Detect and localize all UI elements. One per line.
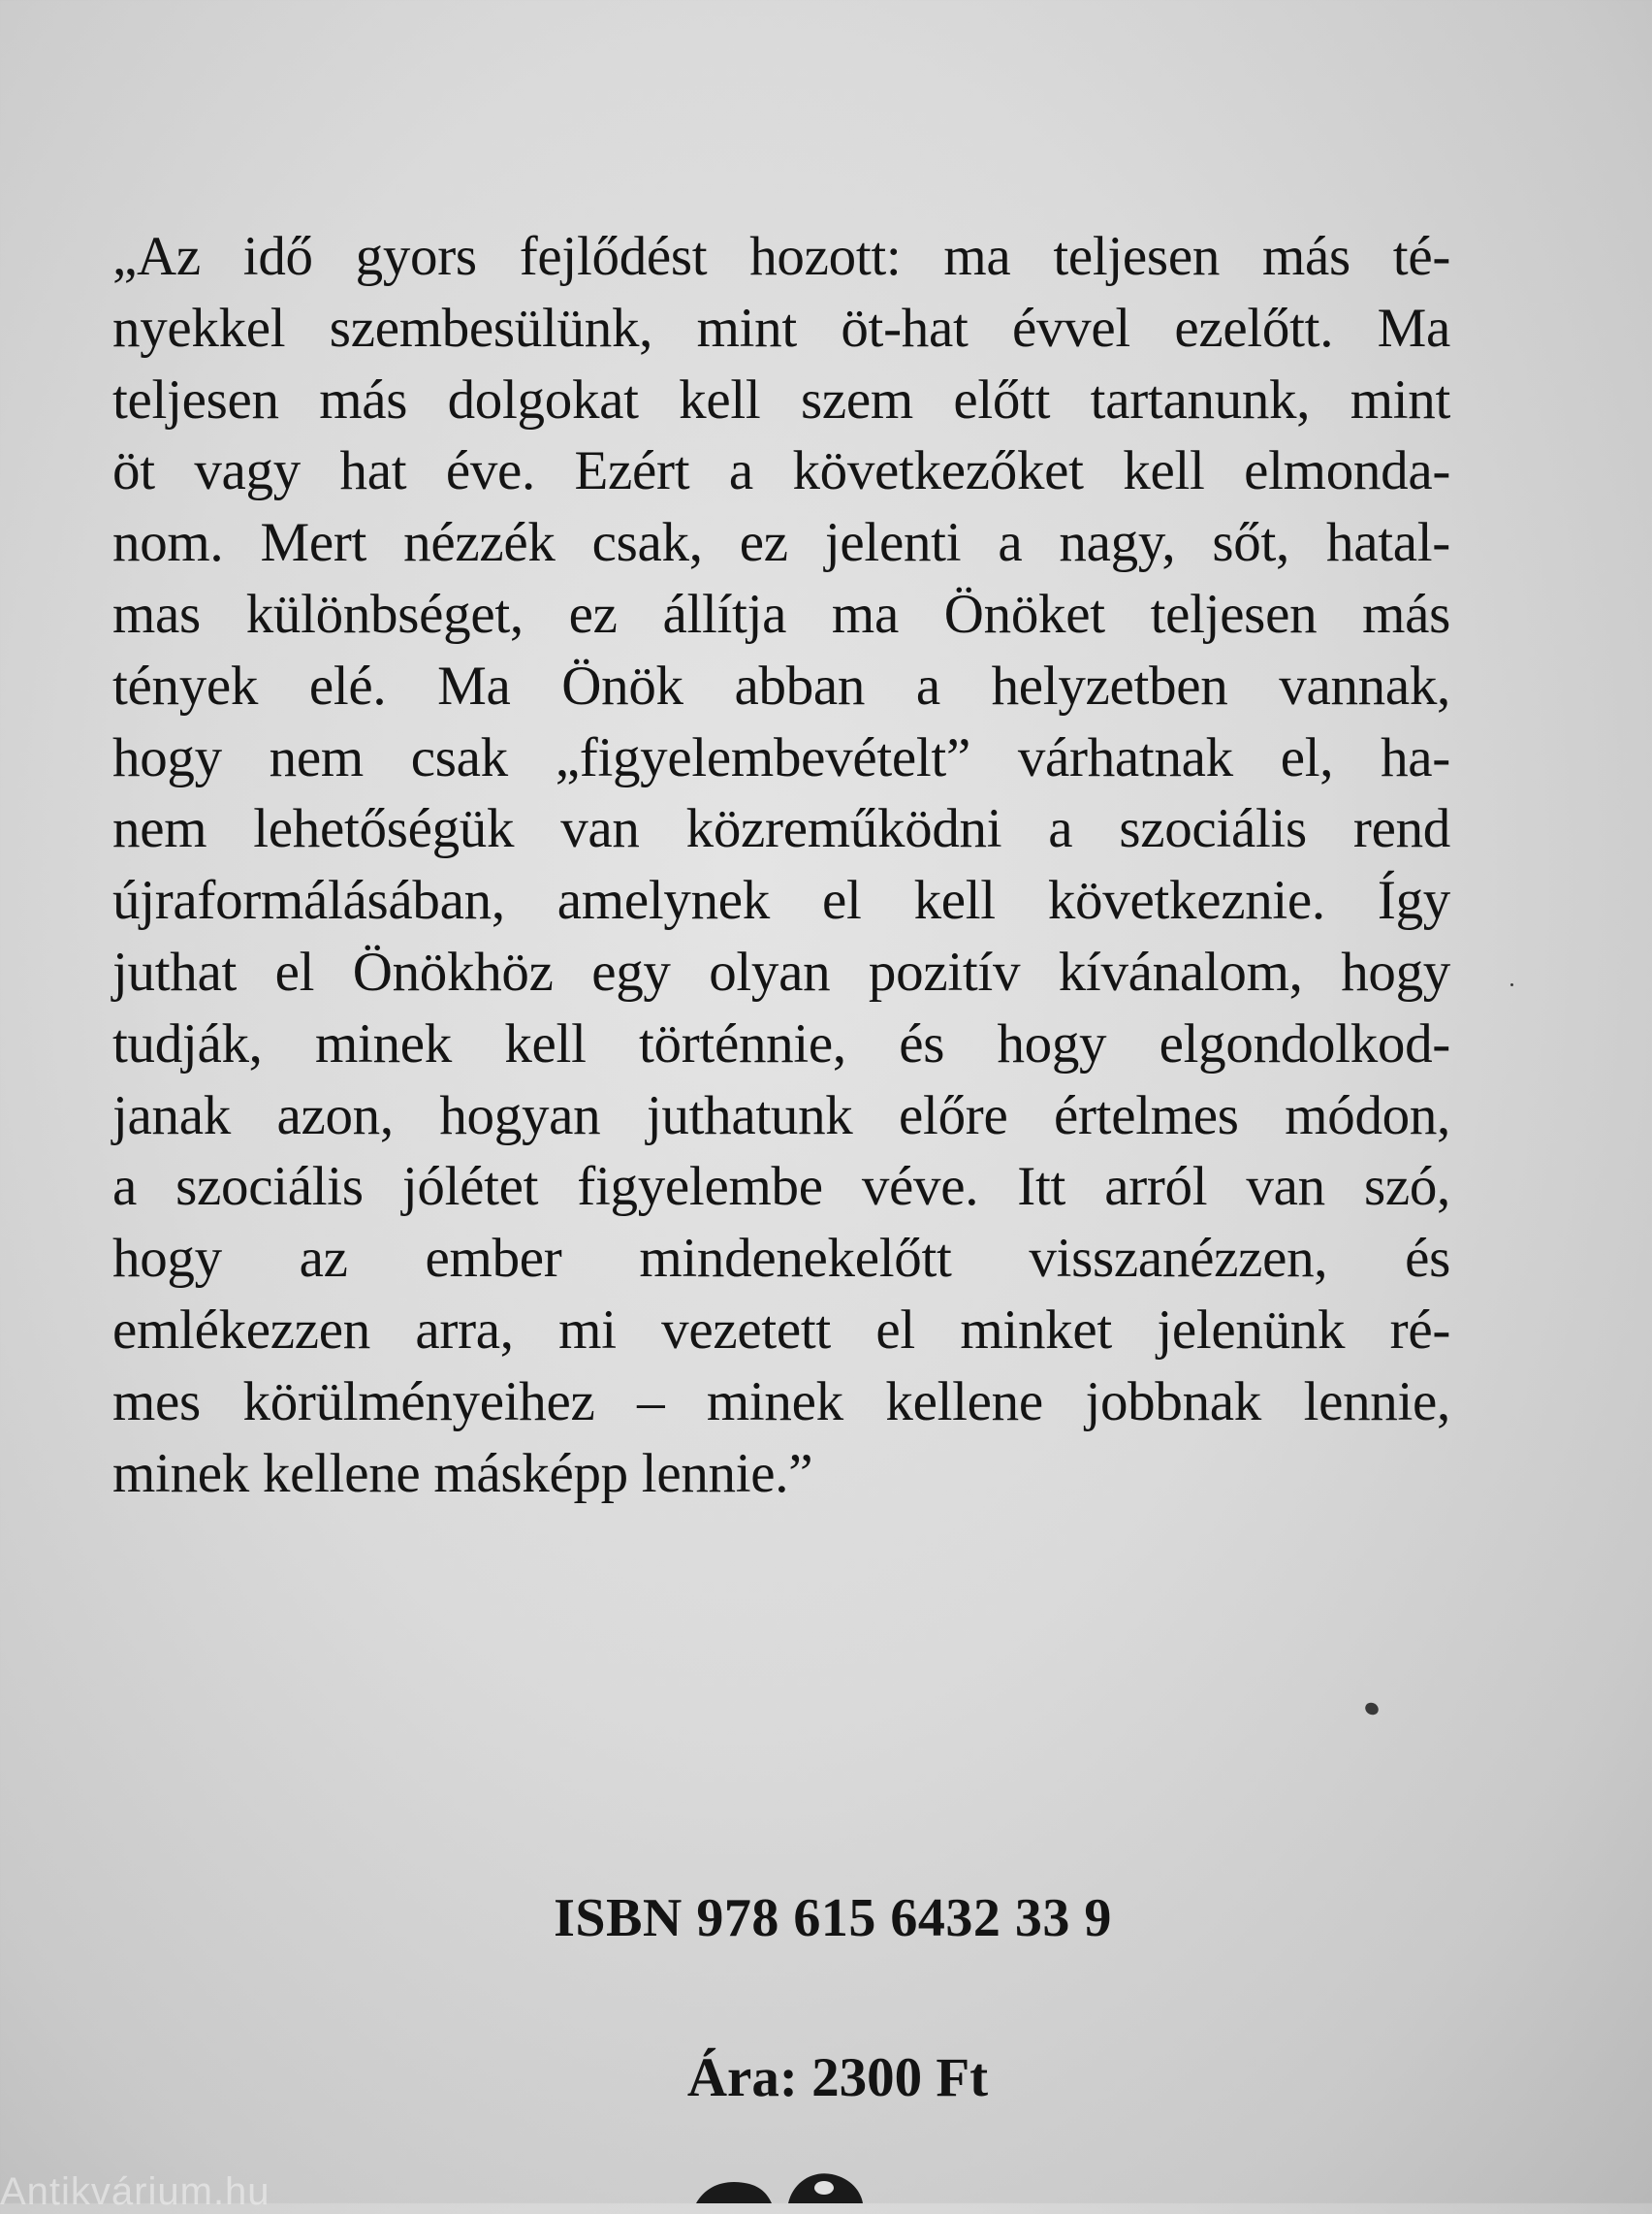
publisher-logo-icon [696, 2165, 880, 2203]
isbn-number: ISBN 978 615 6432 33 9 [554, 1888, 1112, 1948]
quote-line: a szociális jólétet figyelembe véve. Itt arról van szó, [112, 1156, 1450, 1218]
quote-block [112, 221, 1450, 1509]
price-label: Ára: 2300 Ft [686, 2047, 989, 2108]
quote-line: „Az idő gyors fejlődést hozott: ma teljesen más té- [112, 226, 1450, 287]
quote-line-last: minek kellene másképp lennie.” [112, 1442, 813, 1504]
quote-line: hogy nem csak „figyelembevételt” várhatnak el, ha- [112, 726, 1450, 788]
quote-line: nom. Mert nézzék csak, ez jelenti a nagy, sőt, hatal- [112, 512, 1450, 574]
ink-dot [1510, 983, 1513, 986]
quote-line: mes körülményeihez – minek kellene jobbnak lennie, [112, 1370, 1450, 1432]
quote-line: tények elé. Ma Önök abban a helyzetben vannak, [112, 655, 1450, 717]
ink-speck [1363, 1700, 1381, 1717]
quote-line: juthat el Önökhöz egy olyan pozitív kívánalom, hogy [112, 941, 1450, 1003]
quote-line: nyekkel szembesülünk, mint öt-hat évvel ezelőtt. Ma [112, 297, 1450, 359]
quote-line: janak azon, hogyan juthatunk előre értelmes módon, [112, 1084, 1450, 1146]
quote-line: öt vagy hat éve. Ezért a következőket kell elmonda- [112, 440, 1450, 502]
quote-line: teljesen más dolgokat kell szem előtt tartanunk, mint [112, 369, 1450, 431]
quote-line: tudják, minek kell történnie, és hogy elgondolkod- [112, 1012, 1450, 1075]
watermark-text: Antikvárium.hu [0, 2170, 270, 2213]
quote-line: emlékezzen arra, mi vezetett el minket jelenünk ré- [112, 1299, 1450, 1361]
quote-line: mas különbséget, ez állítja ma Önöket teljesen más [112, 583, 1450, 645]
quote-line: hogy az ember mindenekelőtt visszanézzen, és [112, 1228, 1450, 1290]
quote-line: nem lehetőségük van közreműködni a szociális rend [112, 798, 1450, 860]
quote-line: újraformálásában, amelynek el kell következnie. Így [112, 870, 1450, 932]
